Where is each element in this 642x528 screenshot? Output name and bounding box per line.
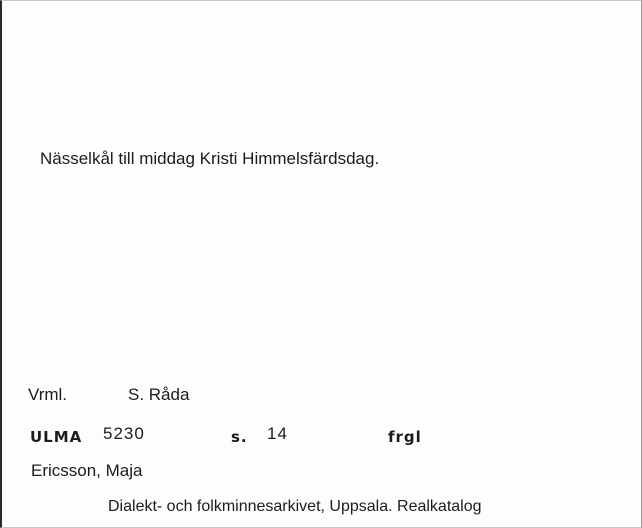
informant-name: Ericsson, Maja — [31, 461, 143, 480]
archive-number: 5230 — [103, 424, 145, 443]
parish-label: S. Råda — [128, 385, 190, 404]
form-code: frgl — [388, 428, 422, 446]
province-label: Vrml. — [28, 385, 68, 404]
archive-label: ULMA — [30, 428, 83, 446]
entry-text: Nässelkål till middag Kristi Himmelsfärdsdag. — [40, 149, 380, 168]
page-label: s. — [231, 428, 248, 446]
page-number: 14 — [267, 424, 288, 443]
archive-footer: Dialekt- och folkminnesarkivet, Uppsala. Realkatalog — [108, 498, 482, 515]
